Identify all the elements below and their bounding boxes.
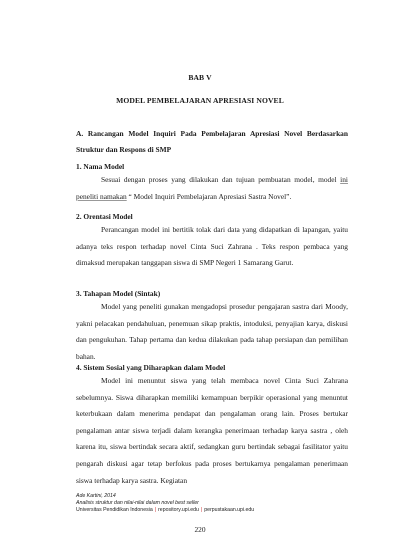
footer-library-link[interactable]: perpustakaan.upi.edu	[204, 507, 255, 513]
orientasi-text: Perancangan model ini bertitik tolak dari data yang didapatkan di lapangan, yaitu adanya teks respon terhadap novel Cinta Suci Zahrana . Teks respon pembaca yang dimaksud merupakan tanggapan siswa di SMP Negeri 1 Samarang Garut.	[76, 225, 348, 268]
page-number: 220	[194, 525, 206, 534]
footer-author: Ade Kartini, 2014	[76, 493, 116, 499]
section-a-heading: A. Rancangan Model Inquiri Pada Pembelajaran Apresiasi Novel Berdasarkan Struktur dan Respons di SMP	[76, 129, 348, 154]
footer-repository-link[interactable]: repository.upi.edu	[158, 507, 199, 513]
nama-model-text: Sesuai dengan proses yang dilakukan dan tujuan pembuatan model, model	[101, 175, 337, 184]
heading-nama-model: 1. Nama Model	[76, 162, 125, 171]
paragraph-tahapan	[76, 299, 348, 365]
chapter-title: MODEL PEMBELAJARAN APRESIASI NOVEL	[116, 96, 284, 105]
paragraph-orientasi	[76, 222, 348, 272]
nama-model-quote: “ Model Inquiri Pembelajaran Apresiasi Sastra Novel”.	[126, 191, 292, 201]
heading-orientasi: 2. Orentasi Model	[76, 212, 133, 221]
sistem-sosial-text: Model ini menuntut siswa yang telah membaca novel Cinta Suci Zahrana sebelumnya. Siswa diharapkan memiliki kemampuan berpikir operasional yang menuntut keterbukaan dalam menerima pendapat dan pengalaman orang lain. Proses bertukar pengalaman antar siswa terjadi dalam kerangka penerimaan terhadap karya sastra , oleh karena itu, siswa bertindak secara aktif, sedangkan guru bertindak sebagai fasilitator yaitu pengarah diskusi agar tetap berfokus pada proses bertukarnya pengalaman penerimaan siswa terhadap karya sastra. Kegiatan	[76, 376, 348, 485]
footer-links	[76, 507, 366, 514]
heading-sistem-sosial: 4. Sistem Sosial yang Diharapkan dalam Model	[76, 363, 226, 372]
paragraph-nama-model	[76, 172, 348, 205]
heading-tahapan: 3. Tahapan Model (Sintak)	[76, 289, 161, 298]
footer-work-title: Analisis struktur dan nilai-nilai dalam novel best seller	[76, 500, 199, 506]
chapter-label: BAB V	[188, 73, 212, 82]
tahapan-text: Model yang peneliti gunakan mengadopsi prosedur pengajaran sastra dari Moody, yakni pelacakan pendahuluan, penemuan sikap praktis, intoduksi, penyajian karya, diskusi dan pengukuhan. Tahap pertama dan kedua dilakukan pada tahap persiapan dan pemilihan bahan.	[76, 302, 348, 361]
underlined-phrase: ini peneliti namakan	[76, 175, 348, 201]
footer-university: Universitas Pendidikan Indonesia	[76, 507, 153, 513]
paragraph-sistem-sosial	[76, 373, 348, 489]
footer-separator: |	[154, 507, 157, 513]
page-footer	[76, 493, 366, 514]
footer-separator: |	[200, 507, 203, 513]
